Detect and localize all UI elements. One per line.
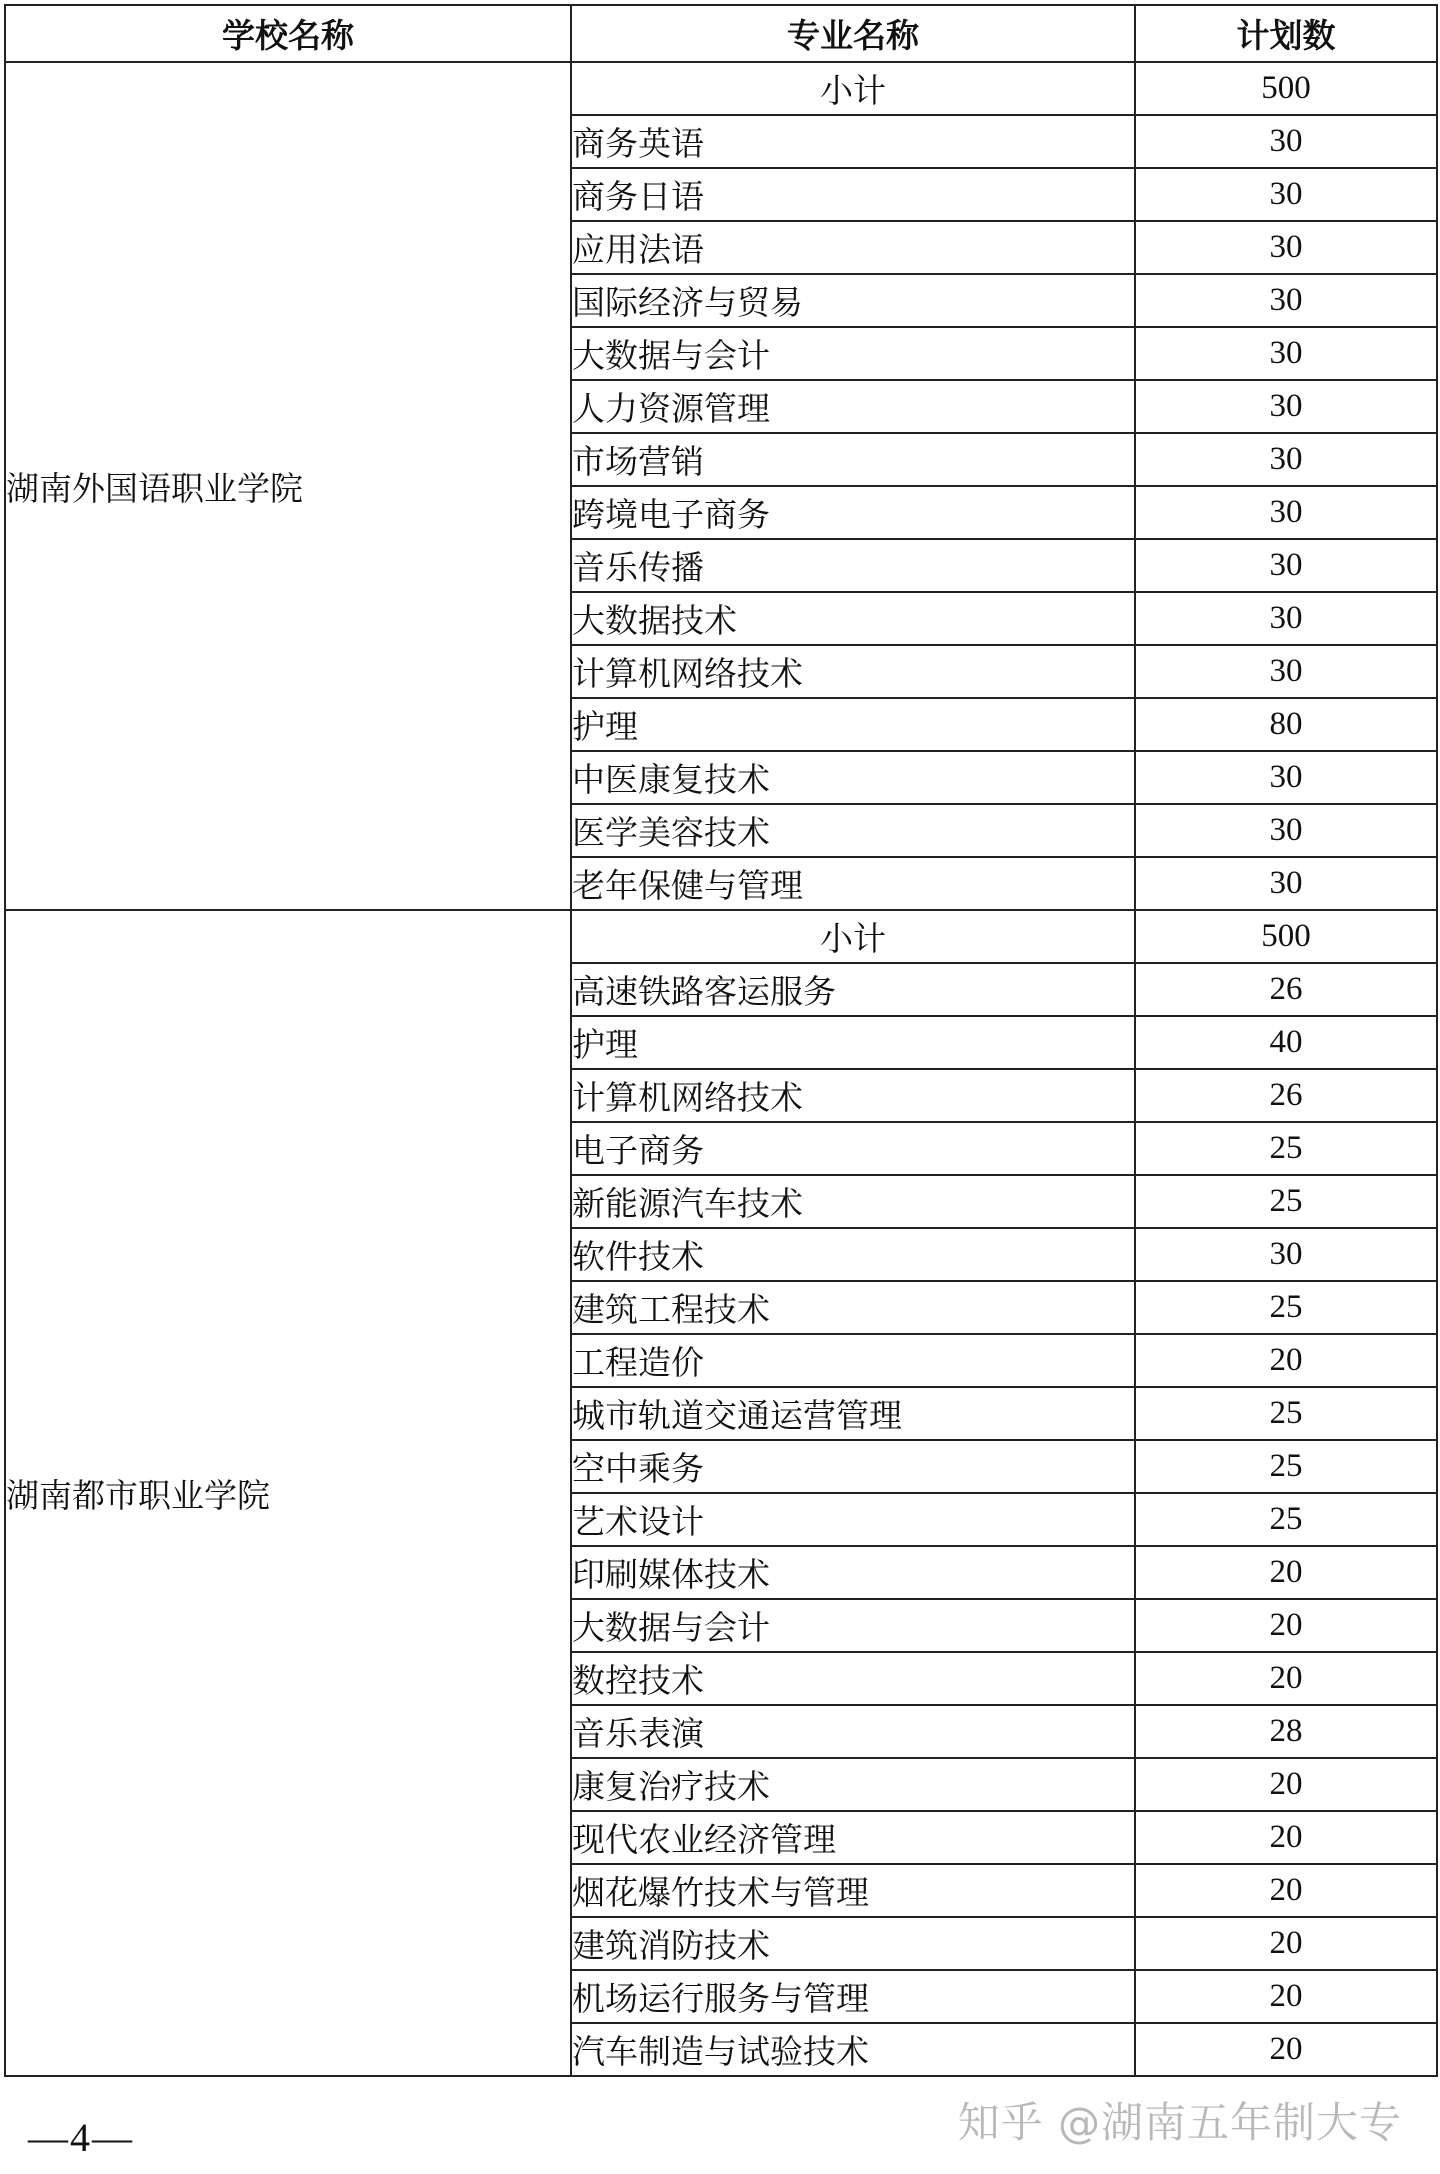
- major-name: 中医康复技术: [571, 751, 1135, 804]
- plan-count: 25: [1135, 1122, 1437, 1175]
- major-name: 机场运行服务与管理: [571, 1970, 1135, 2023]
- plan-count: 40: [1135, 1016, 1437, 1069]
- plan-count: 20: [1135, 1864, 1437, 1917]
- plan-count: 25: [1135, 1175, 1437, 1228]
- school-name: 湖南都市职业学院: [5, 910, 571, 2076]
- major-name: 护理: [571, 1016, 1135, 1069]
- plan-count: 30: [1135, 221, 1437, 274]
- plan-count: 20: [1135, 1811, 1437, 1864]
- major-name: 计算机网络技术: [571, 645, 1135, 698]
- major-name: 老年保健与管理: [571, 857, 1135, 910]
- subtotal-value: 500: [1135, 910, 1437, 963]
- major-name: 跨境电子商务: [571, 486, 1135, 539]
- major-name: 建筑消防技术: [571, 1917, 1135, 1970]
- plan-count: 25: [1135, 1440, 1437, 1493]
- plan-count: 30: [1135, 592, 1437, 645]
- subtotal-row: [5, 910, 1437, 963]
- plan-count: 20: [1135, 1970, 1437, 2023]
- plan-count: 30: [1135, 274, 1437, 327]
- major-name: 电子商务: [571, 1122, 1135, 1175]
- major-name: 人力资源管理: [571, 380, 1135, 433]
- plan-count: 26: [1135, 1069, 1437, 1122]
- major-name: 艺术设计: [571, 1493, 1135, 1546]
- plan-count: 20: [1135, 1334, 1437, 1387]
- major-name: 护理: [571, 698, 1135, 751]
- school-column-header: 学校名称: [5, 5, 571, 62]
- major-name: 汽车制造与试验技术: [571, 2023, 1135, 2076]
- subtotal-label: 小计: [571, 62, 1135, 115]
- major-name: 现代农业经济管理: [571, 1811, 1135, 1864]
- major-name: 空中乘务: [571, 1440, 1135, 1493]
- major-name: 工程造价: [571, 1334, 1135, 1387]
- major-name: 软件技术: [571, 1228, 1135, 1281]
- table-body: [5, 62, 1437, 2076]
- major-name: 音乐传播: [571, 539, 1135, 592]
- major-name: 建筑工程技术: [571, 1281, 1135, 1334]
- plan-count: 30: [1135, 1228, 1437, 1281]
- plan-count: 30: [1135, 168, 1437, 221]
- major-name: 国际经济与贸易: [571, 274, 1135, 327]
- major-name: 大数据与会计: [571, 327, 1135, 380]
- plan-count: 20: [1135, 1599, 1437, 1652]
- plan-count: 30: [1135, 115, 1437, 168]
- major-name: 应用法语: [571, 221, 1135, 274]
- major-name: 印刷媒体技术: [571, 1546, 1135, 1599]
- plan-count: 20: [1135, 1758, 1437, 1811]
- plan-count: 30: [1135, 804, 1437, 857]
- enrollment-plan-table: [4, 4, 1438, 2077]
- watermark: 知乎 @湖南五年制大专: [957, 2098, 1402, 2147]
- plan-count: 25: [1135, 1281, 1437, 1334]
- plan-count: 30: [1135, 751, 1437, 804]
- major-column-header: 专业名称: [571, 5, 1135, 62]
- major-name: 新能源汽车技术: [571, 1175, 1135, 1228]
- major-name: 数控技术: [571, 1652, 1135, 1705]
- major-name: 医学美容技术: [571, 804, 1135, 857]
- page-number: —4—: [28, 2115, 134, 2160]
- plan-count: 30: [1135, 433, 1437, 486]
- major-name: 商务日语: [571, 168, 1135, 221]
- major-name: 商务英语: [571, 115, 1135, 168]
- major-name: 城市轨道交通运营管理: [571, 1387, 1135, 1440]
- plan-count: 30: [1135, 857, 1437, 910]
- plan-count: 30: [1135, 645, 1437, 698]
- subtotal-row: [5, 62, 1437, 115]
- major-name: 计算机网络技术: [571, 1069, 1135, 1122]
- plan-count: 28: [1135, 1705, 1437, 1758]
- plan-count: 80: [1135, 698, 1437, 751]
- subtotal-label: 小计: [571, 910, 1135, 963]
- count-column-header: 计划数: [1135, 5, 1437, 62]
- major-name: 大数据技术: [571, 592, 1135, 645]
- plan-count: 25: [1135, 1387, 1437, 1440]
- major-name: 市场营销: [571, 433, 1135, 486]
- plan-count: 20: [1135, 1546, 1437, 1599]
- plan-count: 30: [1135, 539, 1437, 592]
- plan-count: 30: [1135, 327, 1437, 380]
- major-name: 高速铁路客运服务: [571, 963, 1135, 1016]
- plan-count: 30: [1135, 486, 1437, 539]
- major-name: 康复治疗技术: [571, 1758, 1135, 1811]
- plan-count: 30: [1135, 380, 1437, 433]
- subtotal-value: 500: [1135, 62, 1437, 115]
- plan-count: 26: [1135, 963, 1437, 1016]
- major-name: 音乐表演: [571, 1705, 1135, 1758]
- plan-count: 25: [1135, 1493, 1437, 1546]
- plan-count: 20: [1135, 1652, 1437, 1705]
- plan-count: 20: [1135, 2023, 1437, 2076]
- header-row: [5, 5, 1437, 62]
- plan-count: 20: [1135, 1917, 1437, 1970]
- major-name: 大数据与会计: [571, 1599, 1135, 1652]
- school-name: 湖南外国语职业学院: [5, 62, 571, 910]
- major-name: 烟花爆竹技术与管理: [571, 1864, 1135, 1917]
